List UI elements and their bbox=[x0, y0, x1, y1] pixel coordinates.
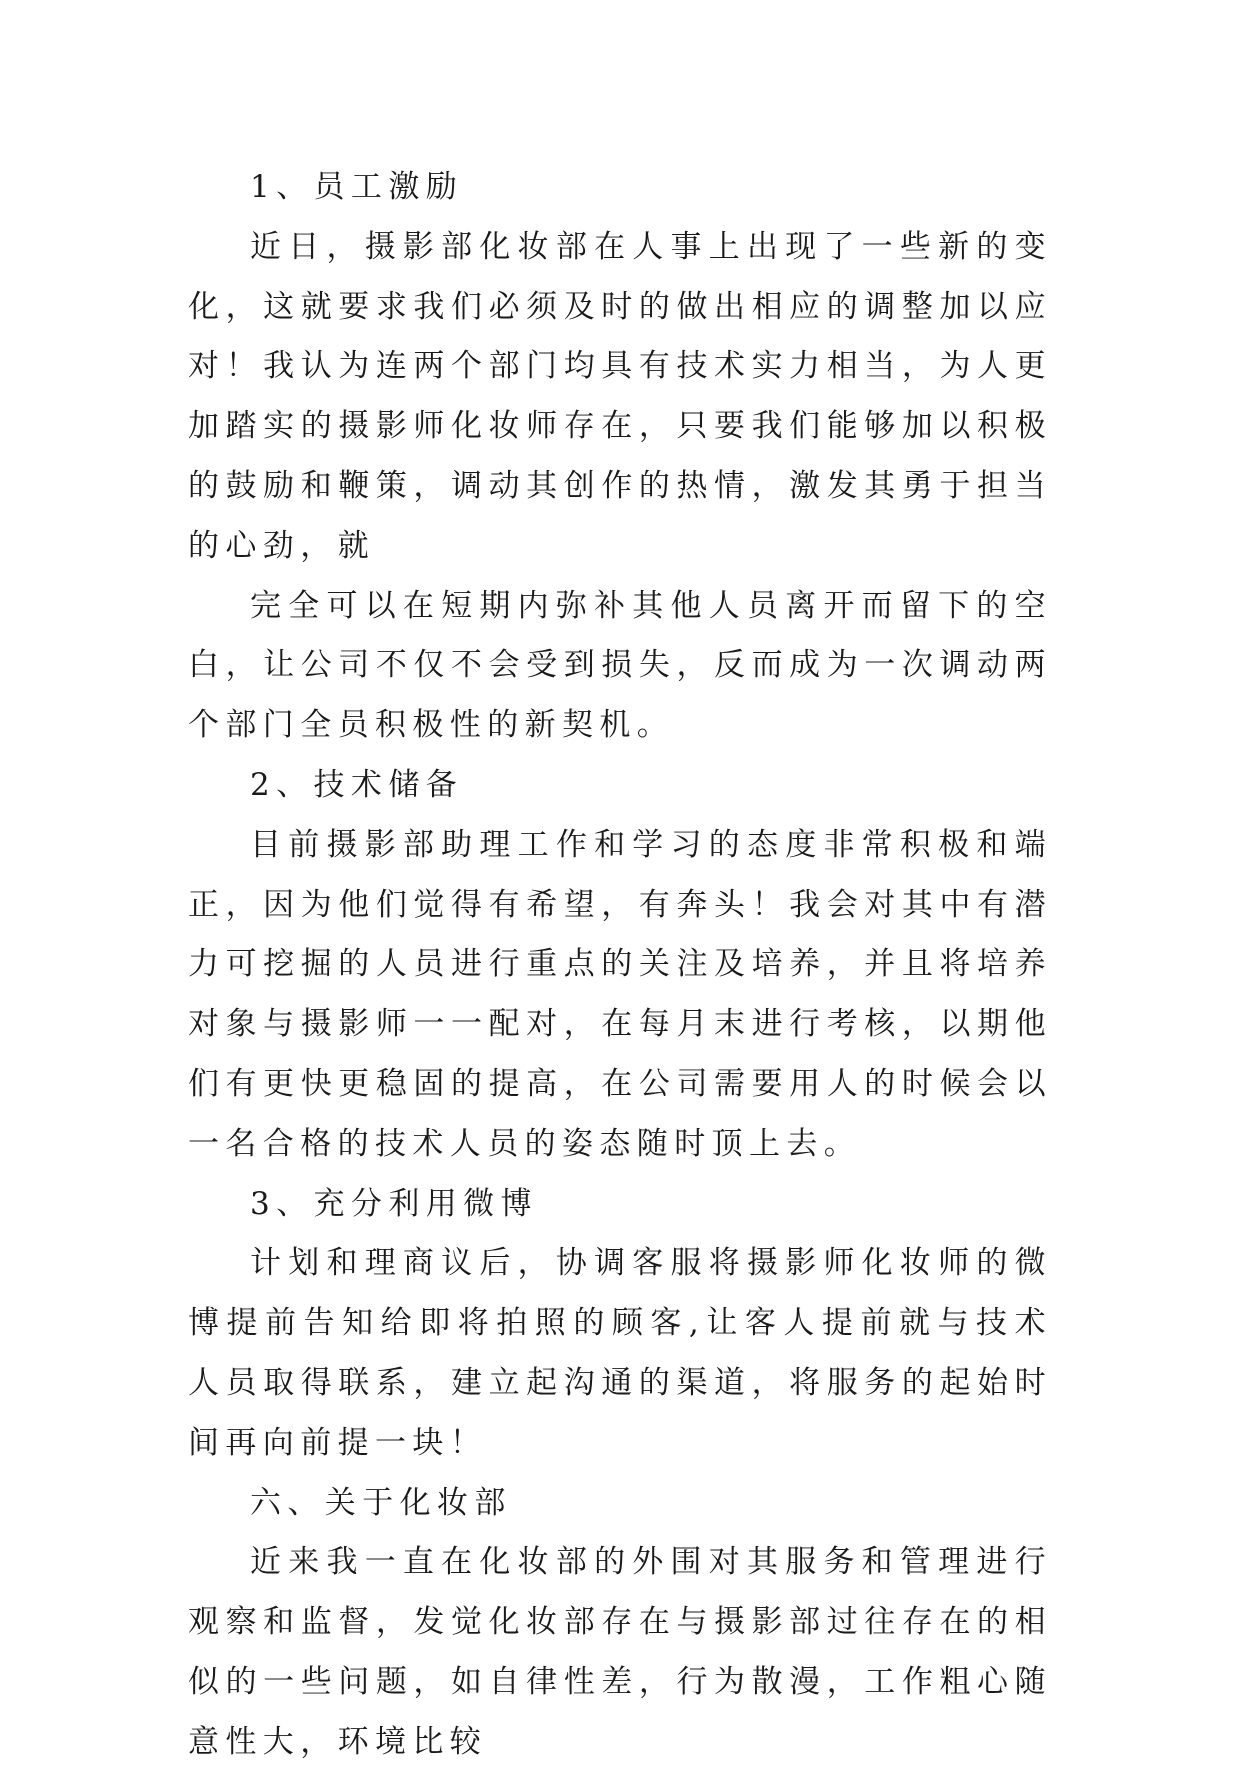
paragraph-makeup-observation: 近来我一直在化妆部的外围对其服务和管理进行观察和监督，发觉化妆部存在与摄影部过往存在的相似的一些问题，如自律性差，行为散漫，工作粗心随意性大，环境比较 bbox=[188, 1544, 1052, 1760]
document-body bbox=[188, 158, 1052, 1773]
section-heading-makeup-department: 六、关于化妆部 bbox=[250, 1484, 512, 1521]
section-heading-use-weibo: 3、充分利用微博 bbox=[250, 1185, 538, 1222]
section-heading-technical-reserve: 2、技术储备 bbox=[250, 766, 464, 803]
paragraph-personnel-changes: 近日，摄影部化妆部在人事上出现了一些新的变化，这就要求我们必须及时的做出相应的调整加以应对！我认为连两个部门均具有技术实力相当，为人更加踏实的摄影师化妆师存在，只要我们能够加以积极的鼓励和鞭策，调动其创作的热情，激发其勇于担当的心劲，就 bbox=[188, 228, 1052, 564]
paragraph-assistant-training: 目前摄影部助理工作和学习的态度非常积极和端正，因为他们觉得有希望，有奔头！我会对其中有潜力可挖掘的人员进行重点的关注及培养，并且将培养对象与摄影师一一配对，在每月末进行考核，以期他们有更快更稳固的提高，在公司需要用人的时候会以一名合格的技术人员的姿态随时顶上去。 bbox=[188, 826, 1052, 1162]
paragraph-weibo-plan: 计划和理商议后，协调客服将摄影师化妆师的微博提前告知给即将拍照的顾客,让客人提前就与技术人员取得联系，建立起沟通的渠道，将服务的起始时间再向前提一块！ bbox=[188, 1245, 1052, 1461]
paragraph-fill-vacancies: 完全可以在短期内弥补其他人员离开而留下的空白，让公司不仅不会受到损失，反而成为一次调动两个部门全员积极性的新契机。 bbox=[188, 587, 1052, 744]
section-heading-employee-incentive: 1、员工激励 bbox=[250, 169, 464, 205]
